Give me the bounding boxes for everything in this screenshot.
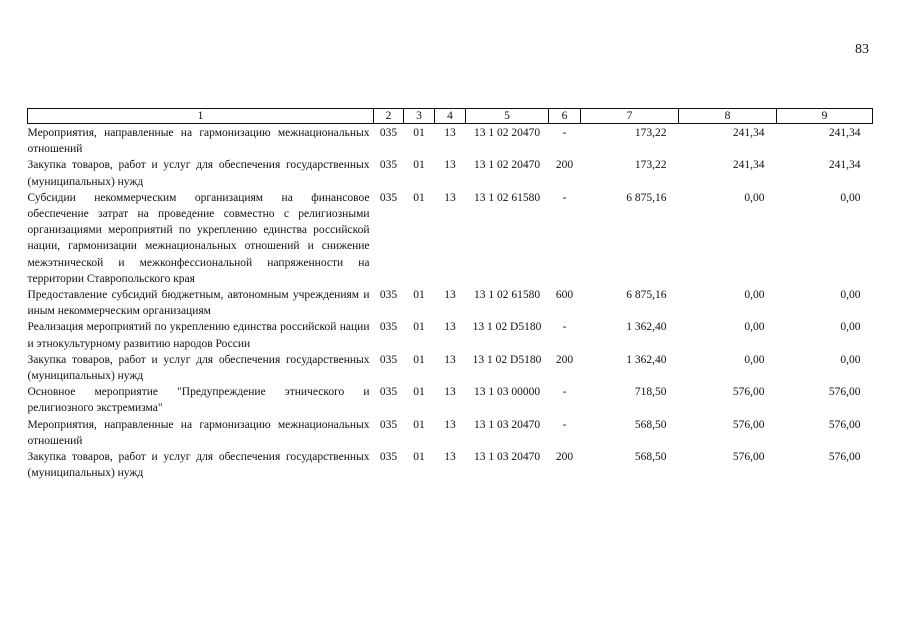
row-expense-type: 200 xyxy=(555,159,574,172)
column-header: 8 xyxy=(679,109,777,124)
row-amount-9: 576,00 xyxy=(828,451,861,464)
row-amount-7: 6 875,16 xyxy=(626,289,667,302)
row-subsection-code: 13 xyxy=(444,386,456,399)
column-header: 2 xyxy=(374,109,404,124)
row-ministry-code: 035 xyxy=(379,321,398,334)
row-amount-9: 0,00 xyxy=(840,191,861,204)
row-amount-7: 173,22 xyxy=(634,159,667,172)
row-amount-9: 241,34 xyxy=(828,159,861,172)
row-subsection-code: 13 xyxy=(444,451,456,464)
table-row xyxy=(28,157,873,189)
row-subsection-code: 13 xyxy=(444,159,456,172)
page-number: 83 xyxy=(855,42,869,57)
row-amount-9: 576,00 xyxy=(828,418,861,431)
row-subsection-code: 13 xyxy=(444,418,456,431)
row-expense-type: 600 xyxy=(555,289,574,302)
row-expense-type: 200 xyxy=(555,451,574,464)
row-amount-7: 1 362,40 xyxy=(626,353,667,366)
row-section-code: 01 xyxy=(413,127,425,139)
row-name: Мероприятия, направленные на гармонизацию межнациональных отношений xyxy=(27,418,370,447)
row-name: Основное мероприятие "Предупреждение этнического и религиозного экстремизма" xyxy=(27,386,370,415)
row-amount-8: 576,00 xyxy=(732,386,765,399)
table-row xyxy=(28,319,873,351)
row-amount-7: 568,50 xyxy=(634,418,667,431)
row-subsection-code: 13 xyxy=(444,289,456,302)
row-expense-type: 200 xyxy=(555,353,574,366)
row-expense-type: - xyxy=(562,191,567,204)
row-amount-8: 241,34 xyxy=(732,127,765,139)
row-target-article: 13 1 03 00000 xyxy=(473,386,541,399)
table-row xyxy=(28,287,873,319)
table-row xyxy=(28,449,873,481)
row-section-code: 01 xyxy=(413,353,425,366)
row-ministry-code: 035 xyxy=(379,191,398,204)
row-section-code: 01 xyxy=(413,451,425,464)
column-header: 6 xyxy=(549,109,581,124)
row-target-article: 13 1 02 20470 xyxy=(473,127,541,139)
table-row xyxy=(28,190,873,287)
row-expense-type: - xyxy=(562,386,567,399)
row-section-code: 01 xyxy=(413,159,425,172)
row-section-code: 01 xyxy=(413,321,425,334)
row-expense-type: - xyxy=(562,127,567,139)
row-target-article: 13 1 03 20470 xyxy=(473,418,541,431)
row-ministry-code: 035 xyxy=(379,418,398,431)
row-name: Мероприятия, направленные на гармонизацию межнациональных отношений xyxy=(27,127,370,156)
row-ministry-code: 035 xyxy=(379,127,398,139)
row-amount-9: 0,00 xyxy=(840,289,861,302)
row-amount-8: 0,00 xyxy=(744,191,765,204)
row-section-code: 01 xyxy=(413,386,425,399)
column-header: 5 xyxy=(466,109,549,124)
row-amount-8: 241,34 xyxy=(732,159,765,172)
row-name: Предоставление субсидий бюджетным, автономным учреждениям и иным некоммерческим организациям xyxy=(27,289,370,318)
row-subsection-code: 13 xyxy=(444,127,456,139)
row-subsection-code: 13 xyxy=(444,321,456,334)
row-target-article: 13 1 02 D5180 xyxy=(472,321,542,334)
row-amount-9: 0,00 xyxy=(840,353,861,366)
row-amount-9: 576,00 xyxy=(828,386,861,399)
row-amount-8: 576,00 xyxy=(732,418,765,431)
row-amount-8: 576,00 xyxy=(732,451,765,464)
budget-table xyxy=(27,108,873,481)
table-row xyxy=(28,352,873,384)
row-section-code: 01 xyxy=(413,289,425,302)
column-header: 3 xyxy=(404,109,435,124)
row-ministry-code: 035 xyxy=(379,386,398,399)
row-name: Закупка товаров, работ и услуг для обеспечения государственных (муниципальных) нужд xyxy=(27,451,370,480)
row-ministry-code: 035 xyxy=(379,451,398,464)
table-row xyxy=(28,124,873,158)
table-header-row xyxy=(28,109,873,124)
row-name: Реализация мероприятий по укреплению единства российской нации и этнокультурному развитию народов России xyxy=(27,321,370,350)
row-section-code: 01 xyxy=(413,191,425,204)
row-name: Закупка товаров, работ и услуг для обеспечения государственных (муниципальных) нужд xyxy=(27,159,370,188)
row-expense-type: - xyxy=(562,321,567,334)
row-amount-7: 718,50 xyxy=(634,386,667,399)
row-amount-8: 0,00 xyxy=(744,353,765,366)
row-amount-7: 568,50 xyxy=(634,451,667,464)
row-target-article: 13 1 02 20470 xyxy=(473,159,541,172)
row-name: Субсидии некоммерческим организациям на финансовое обеспечение затрат на проведение совместно с религиозными организациями мероприятий по укреплению единства российской нации, гармонизации межнациональных отношений и снижение межэтнической и межконфессиональной напряженности на территории Ставропольского края xyxy=(27,191,370,285)
row-expense-type: - xyxy=(562,418,567,431)
row-name: Закупка товаров, работ и услуг для обеспечения государственных (муниципальных) нужд xyxy=(27,353,370,383)
row-amount-7: 6 875,16 xyxy=(626,191,667,204)
row-subsection-code: 13 xyxy=(444,353,456,366)
row-target-article: 13 1 02 61580 xyxy=(473,289,541,302)
column-header: 7 xyxy=(581,109,679,124)
row-amount-7: 173,22 xyxy=(634,127,667,139)
row-target-article: 13 1 03 20470 xyxy=(473,451,541,464)
row-target-article: 13 1 02 D5180 xyxy=(472,353,542,366)
row-amount-7: 1 362,40 xyxy=(626,321,667,334)
row-amount-9: 241,34 xyxy=(828,127,861,139)
column-header: 9 xyxy=(777,109,873,124)
row-amount-9: 0,00 xyxy=(840,321,861,334)
row-section-code: 01 xyxy=(413,418,425,431)
row-target-article: 13 1 02 61580 xyxy=(473,191,541,204)
row-amount-8: 0,00 xyxy=(744,321,765,334)
column-header: 1 xyxy=(28,109,374,124)
row-amount-8: 0,00 xyxy=(744,289,765,302)
table-row xyxy=(28,417,873,449)
table-row xyxy=(28,384,873,416)
row-ministry-code: 035 xyxy=(379,159,398,172)
row-ministry-code: 035 xyxy=(379,289,398,302)
column-header: 4 xyxy=(435,109,466,124)
row-ministry-code: 035 xyxy=(379,353,398,366)
row-subsection-code: 13 xyxy=(444,191,456,204)
